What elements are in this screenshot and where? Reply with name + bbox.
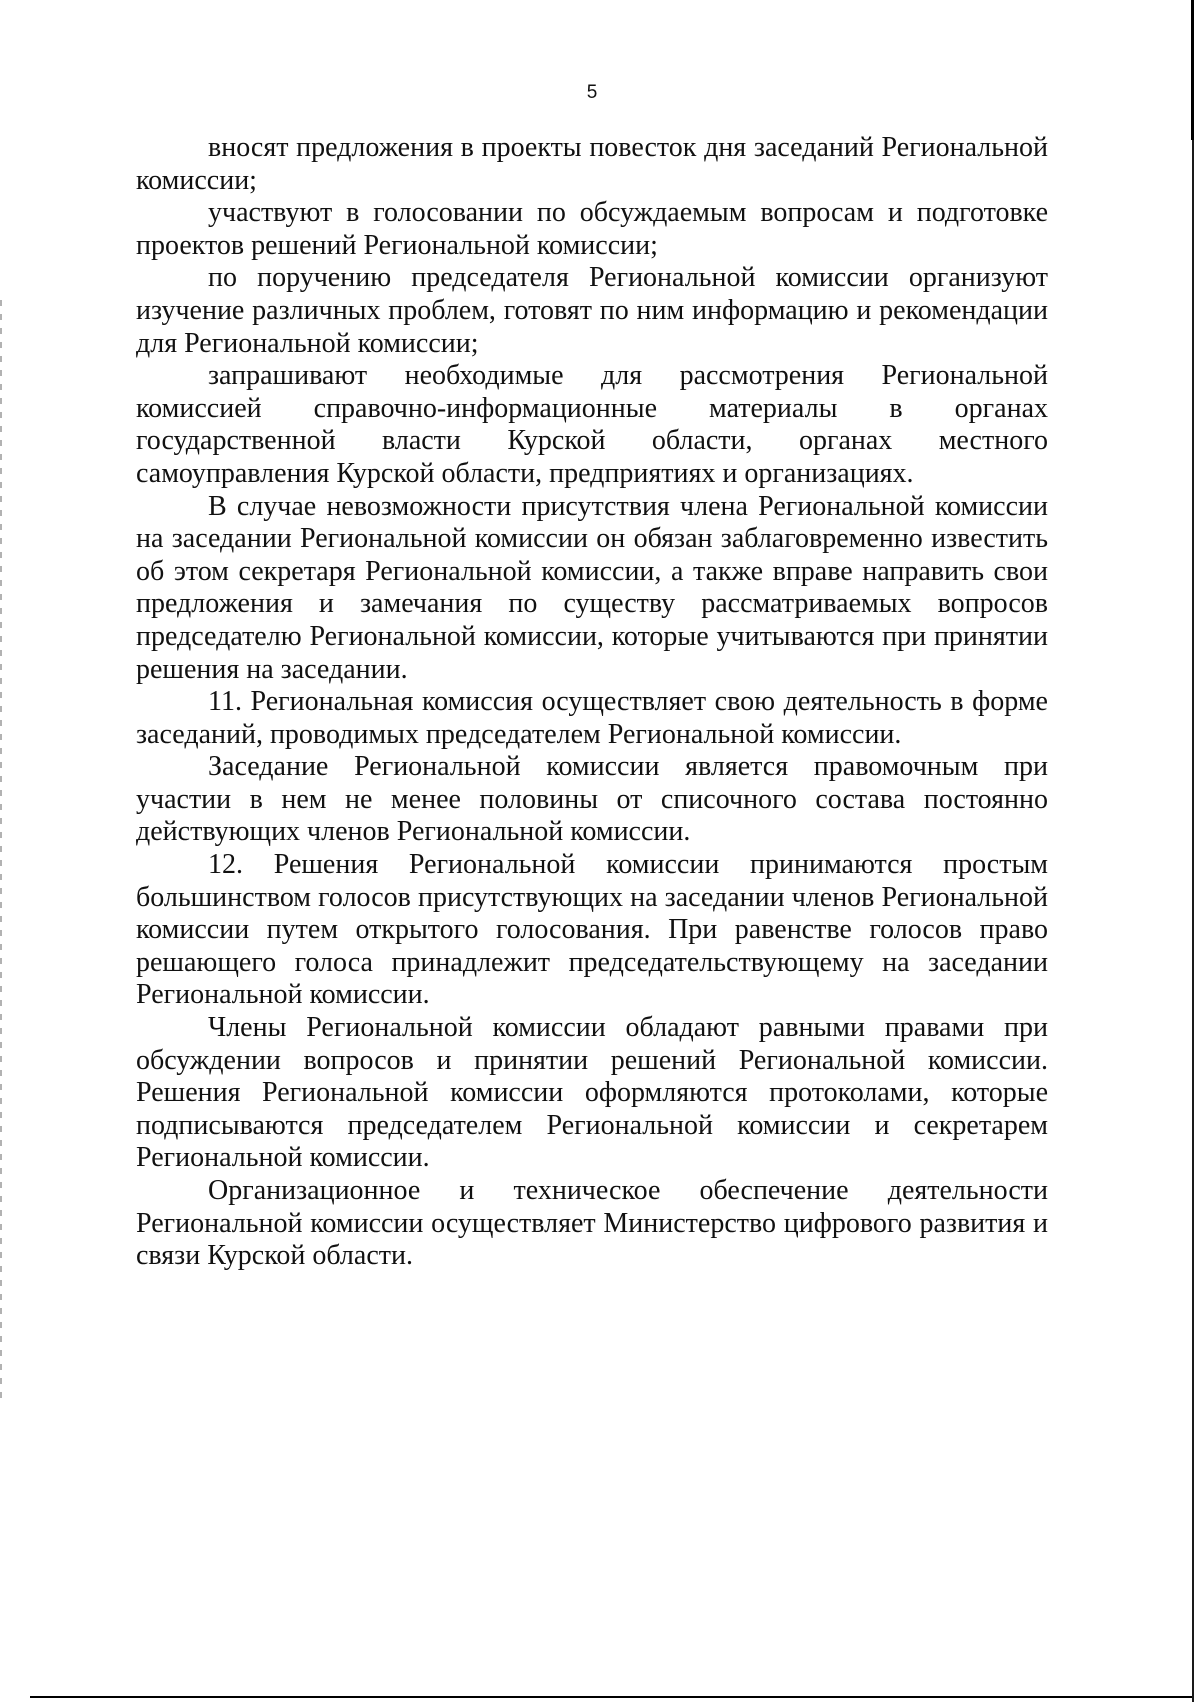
paragraph-proposals: вносят предложения в проекты повесток дня заседаний Региональной комиссии; [136,132,1048,196]
scan-bottom-edge [30,1696,1192,1698]
paragraph-item-12: 12. Решения Региональной комиссии принимаются простым большинством голосов присутствующих на заседании членов Региональной комиссии путем открытого голосования. При равенстве голосов право решающего голоса принадлежит председательствующему на заседании Региональной комиссии. [136,849,1048,1011]
paragraph-absence: В случае невозможности присутствия члена Региональной комиссии на заседании Региональной комиссии он обязан заблаговременно известить об этом секретаря Региональной комиссии, а также вправе направить свои предложения и замечания по существу рассматриваемых вопросов председателю Региональной комиссии, которые учитываются при принятии решения на заседании. [136,490,1048,685]
paragraph-equal-rights: Члены Региональной комиссии обладают равными правами при обсуждении вопросов и принятии решений Региональной комиссии. Решения Региональной комиссии оформляются протоколами, которые подписываются председателем Региональной комиссии и секретарем Региональной комиссии. [136,1012,1048,1174]
document-body [136,132,1048,1273]
scan-right-edge [1192,0,1194,1702]
paragraph-voting: участвуют в голосовании по обсуждаемым вопросам и подготовке проектов решений Региональной комиссии; [136,197,1048,261]
scan-left-edge [0,300,2,1400]
page-number: 5 [586,82,598,103]
paragraph-quorum: Заседание Региональной комиссии является правомочным при участии в нем не менее половины от списочного состава постоянно действующих членов Региональной комиссии. [136,751,1048,848]
paragraph-study-problems: по поручению председателя Региональной комиссии организуют изучение различных проблем, готовят по ним информацию и рекомендации для Региональной комиссии; [136,262,1048,359]
paragraph-request-materials: запрашивают необходимые для рассмотрения Региональной комиссией справочно-информационные материалы в органах государственной власти Курской области, органах местного самоуправления Курской области, предприятиях и организациях. [136,360,1048,489]
paragraph-support: Организационное и техническое обеспечение деятельности Региональной комиссии осуществляет Министерство цифрового развития и связи Курской области. [136,1175,1048,1272]
scan-right-edge-dark [1191,0,1194,140]
paragraph-item-11: 11. Региональная комиссия осуществляет свою деятельность в форме заседаний, проводимых председателем Региональной комиссии. [136,686,1048,750]
